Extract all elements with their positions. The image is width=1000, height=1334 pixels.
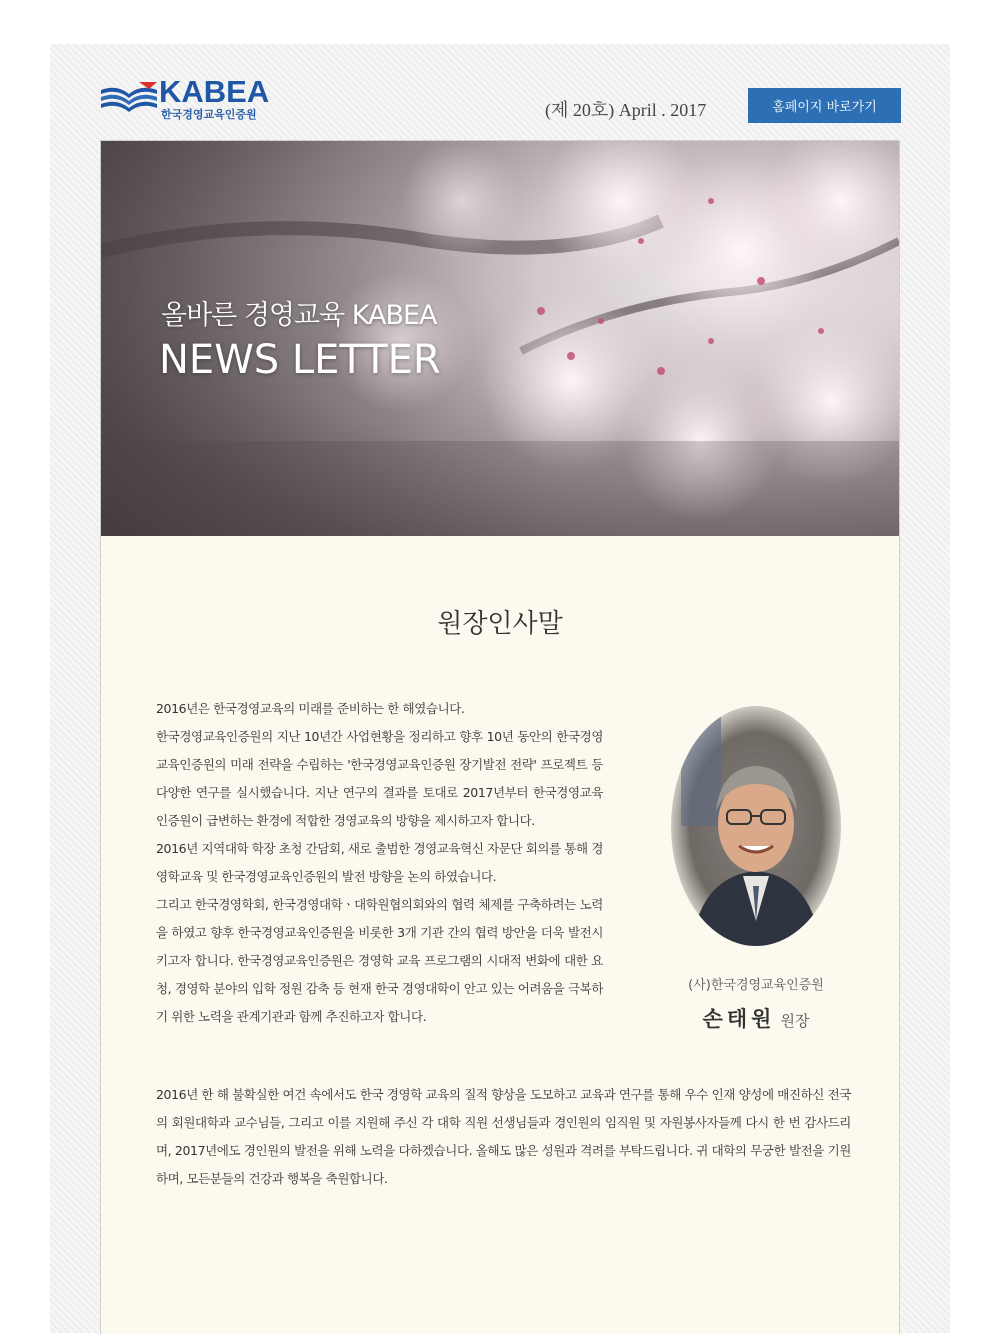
director-name: 손태원: [702, 1006, 776, 1031]
hero-title: NEWS LETTER: [159, 337, 441, 383]
message-paragraph: 그리고 한국경영학회, 한국경영대학ㆍ대학원협의회와의 협력 체제를 구축하려는 노력을 하였고 향후 한국경영교육인증원을 비롯한 3개 기관 간의 협력 방안을 더욱 발전시키고자 합니다. 한국경영교육인증원은 경영학 교육 프로그램의 시대적 변화에 대한 요청, 경영학 분야의 입학 정원 감축 등 현재 한국 경영대학이 안고 있는 어려움을 극복하기 위한 노력을 관계기관과 함께 추진하고자 합니다.: [156, 897, 603, 1024]
issue-info: (제 20호) April . 2017: [545, 100, 707, 120]
section-title: 원장인사말: [437, 609, 563, 639]
hero-banner: [101, 141, 899, 536]
director-portrait: [671, 706, 841, 946]
homepage-button[interactable]: 홈페이지 바로가기: [748, 88, 901, 123]
logo-subtitle: 한국경영교육인증원: [161, 108, 257, 121]
message-body: [156, 695, 603, 1031]
hero-subtitle: 올바른 경영교육 KABEA: [161, 300, 437, 331]
newsletter-content: [100, 140, 900, 1334]
signature: [661, 1003, 851, 1033]
director-title: 원장: [780, 1012, 810, 1030]
organization-name: (사)한국경영교육인증원: [688, 978, 824, 993]
kabea-logo[interactable]: [99, 74, 279, 124]
message-paragraph: 2016년 한 해 불확실한 여건 속에서도 한국 경영학 교육의 질적 향상을 도모하고 교육과 연구를 통해 우수 인재 양성에 매진하신 전국의 회원대학과 교수님들, 그리고 이를 지원해 주신 각 대학 직원 선생님들과 경인원의 임직원 및 자원봉사자들께 다시 한 번 감사드리며, 2017년에도 경인원의 발전을 위해 노력을 다하겠습니다. 올해도 많은 성원과 격려를 부탁드립니다. 귀 대학의 무궁한 발전을 기원하며, 모든분들의 건강과 행복을 축원합니다.: [156, 1087, 851, 1186]
message-closing: [156, 1081, 851, 1193]
message-paragraph: 2016년은 한국경영교육의 미래를 준비하는 한 해였습니다.: [156, 701, 465, 716]
message-paragraph: 한국경영교육인증원의 지난 10년간 사업현황을 정리하고 향후 10년 동안의 한국경영교육인증원의 미래 전략을 수립하는 '한국경영교육인증원 장기발전 전략' 프로젝트 등 다양한 연구를 실시했습니다. 지난 연구의 결과를 토대로 2017년부터 한국경영교육인증원이 급변하는 환경에 적합한 경영교육의 방향을 제시하고자 합니다.: [156, 729, 603, 828]
logo-wordmark: KABEA: [159, 74, 270, 109]
message-paragraph: 2016년 지역대학 학장 초청 간담회, 새로 출범한 경영교육혁신 자문단 회의를 통해 경영학교육 및 한국경영교육인증원의 발전 방향을 논의 하였습니다.: [156, 841, 603, 884]
book-wing-icon: [99, 80, 161, 120]
